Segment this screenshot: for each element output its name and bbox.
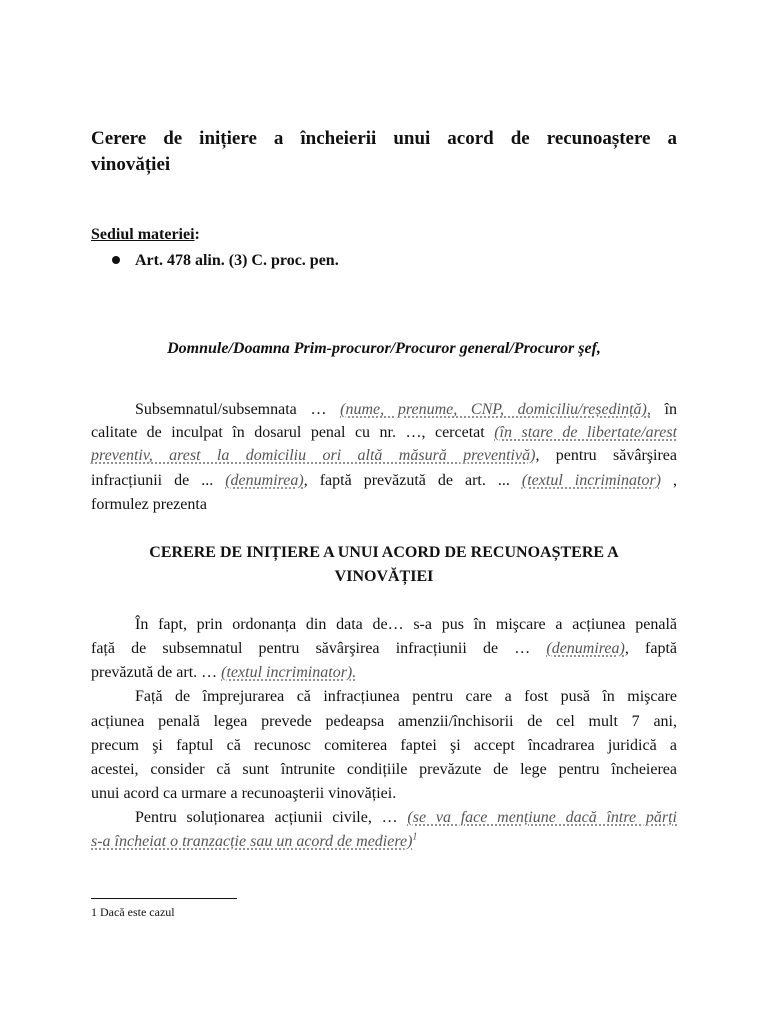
addressee-line: Domnule/Doamna Prim-procuror/Procuror general/Procuror şef, bbox=[167, 340, 601, 357]
paragraph-4-line-1: Pentru soluționarea acțiunii civile, … (se va face mențiune dacă între părți bbox=[135, 809, 677, 826]
legal-basis-colon: : bbox=[194, 226, 200, 243]
paragraph-3-line-2: acțiunea penală legea prevede pedeapsa amenzii/închisorii de cel mult 7 ani, bbox=[91, 713, 677, 730]
request-heading-line-1: CERERE DE INIȚIERE A UNUI ACORD DE RECUNOAȘTERE A bbox=[149, 544, 619, 561]
paragraph-2-line-1: În fapt, prin ordonanța din data de… s-a pus în mişcare a acțiunea penală bbox=[135, 616, 677, 633]
paragraph-1-line-4: infracțiunii de ... (denumirea), faptă prevăzută de art. ... (textul incriminator) , bbox=[91, 472, 678, 489]
document-title-line-1: Cerere de inițiere a încheierii unui acord de recunoaștere a bbox=[91, 128, 677, 149]
paragraph-4-line-2: s-a încheiat o tranzacție sau un acord de mediere)$^1$ bbox=[91, 831, 418, 850]
footnote-separator bbox=[91, 898, 237, 899]
legal-article: Art. 478 alin. (3) C. proc. pen. bbox=[135, 252, 339, 269]
paragraph-3-line-1: Față de împrejurarea că infracțiunea pentru care a fost pusă în mişcare bbox=[135, 688, 677, 705]
request-heading-line-2: VINOVĂȚIEI bbox=[334, 568, 434, 585]
footnote-text: 1 Dacă este cazul bbox=[91, 905, 175, 919]
paragraph-3-line-5: unui acord ca urmare a recunoaşterii vinovăției. bbox=[91, 785, 397, 802]
paragraph-2-line-2: față de subsemnatul pentru săvârşirea infracțiunii de … (denumirea), faptă bbox=[91, 640, 677, 657]
legal-basis-heading bbox=[91, 223, 677, 246]
footnote-reference[interactable]: 1 bbox=[412, 831, 418, 843]
document-title-line-2: vinovăției bbox=[91, 154, 171, 175]
paragraph-1-line-5: formulez prezenta bbox=[91, 496, 207, 513]
paragraph-3-line-3: precum şi faptul că recunosc comiterea faptei şi accept încadrarea juridică a bbox=[91, 737, 677, 754]
paragraph-2-line-3: prevăzută de art. … (textul incriminator). bbox=[91, 664, 357, 681]
paragraph-1-line-3: preventiv, arest la domiciliu ori altă măsură preventivă), pentru săvârşirea bbox=[91, 447, 678, 464]
legal-basis-label: Sediul materiei bbox=[91, 226, 195, 243]
paragraph-3-line-4: acestei, consider că sunt întrunite condițiile prevăzute de lege pentru încheierea bbox=[91, 761, 677, 778]
bullet-dot-icon bbox=[112, 256, 120, 264]
paragraph-1-line-2: calitate de inculpat în dosarul penal cu nr. …, cercetat (în stare de libertate/arest bbox=[91, 424, 678, 441]
paragraph-1-line-1: Subsemnatul/subsemnata … (nume, prenume, CNP, domiciliu/reședință), în bbox=[135, 401, 677, 418]
